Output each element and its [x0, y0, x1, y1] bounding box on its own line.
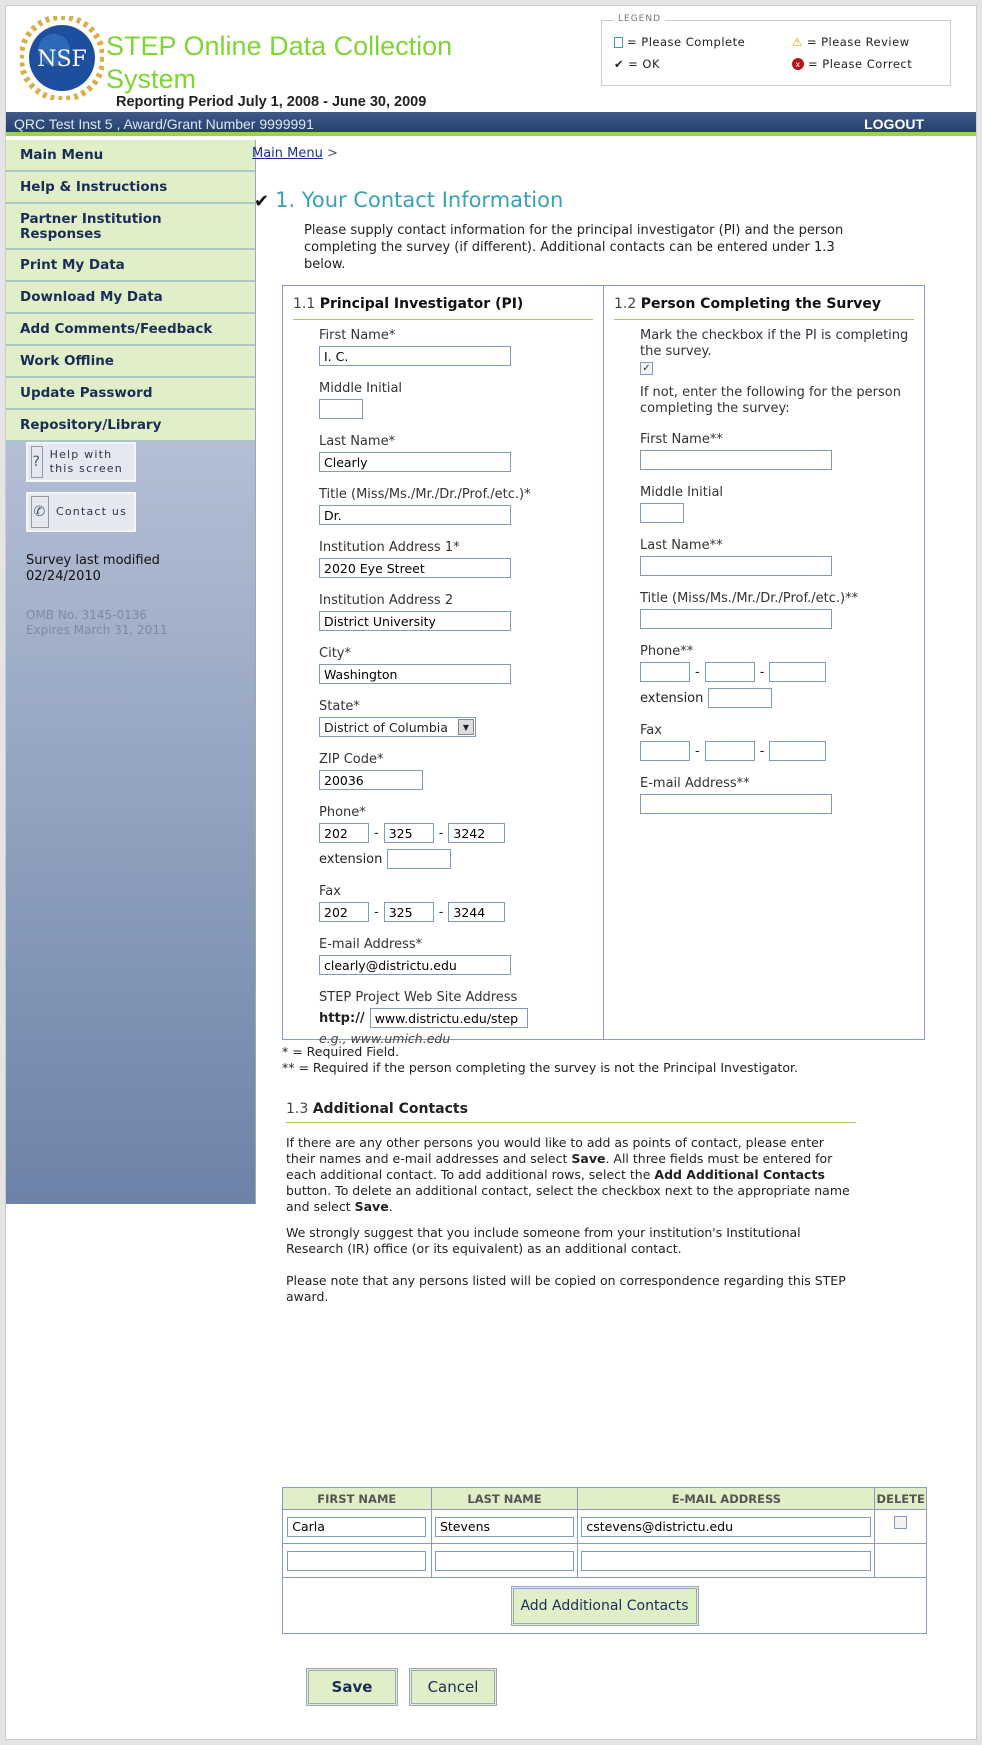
col-delete: DELETE [875, 1488, 927, 1510]
cancel-button[interactable]: Cancel [409, 1668, 497, 1706]
legend-review: = Please Review [806, 35, 910, 49]
modified-label: Survey last modified [26, 553, 160, 568]
pi-state-label: State* [319, 699, 360, 714]
person-first-label: First Name** [640, 432, 723, 447]
checkmark-icon: ✔ [614, 57, 625, 71]
required-note-2: ** = Required if the person completing the survey is not the Principal Investigator. [282, 1060, 799, 1075]
pi-city-label: City* [319, 646, 351, 661]
chevron-down-icon: ▼ [458, 719, 474, 735]
pi-first-name-input[interactable] [319, 346, 511, 366]
col-last-name: LAST NAME [431, 1488, 578, 1510]
sidebar [6, 140, 256, 1204]
pi-phone-line[interactable] [448, 823, 505, 843]
pi-title-label: Title (Miss/Ms./Mr./Dr./Prof./etc.)* [319, 487, 531, 502]
help-button-label: Help with this screen [49, 448, 123, 475]
modified-date: 02/24/2010 [26, 569, 101, 584]
person-extension-label: extension [640, 690, 704, 706]
contact-email-input[interactable] [581, 1517, 871, 1537]
omb-info [26, 608, 168, 638]
section-intro: Please supply contact information for the principal investigator (PI) and the person completing the survey (if different). Additional contacts can be entered under 1.3 below. [304, 223, 844, 272]
web-prefix: http:// [319, 1010, 365, 1026]
pi-middle-label: Middle Initial [319, 381, 403, 396]
pi-state-value: District of Columbia [324, 719, 448, 735]
save-button[interactable]: Save [306, 1668, 398, 1706]
sidebar-item-main-menu[interactable]: Main Menu [6, 140, 255, 172]
person-fax-line[interactable] [769, 741, 826, 761]
pi-phone-area[interactable] [319, 823, 369, 843]
web-example: e.g., www.umich.edu [319, 1031, 451, 1046]
pi-email-label: E-mail Address* [319, 937, 423, 952]
contact-button[interactable] [26, 492, 136, 532]
omb-number: OMB No. 3145-0136 [26, 608, 147, 622]
add-additional-contacts-button[interactable]: Add Additional Contacts [511, 1586, 699, 1626]
contact-email-input[interactable] [581, 1551, 871, 1571]
required-note: * = Required Field. [282, 1044, 400, 1059]
person-column: 1.2 Person Completing the Survey Mark the checkbox if the PI is completing the survey. ✓ If not, enter the following for the person completing the survey: First Name** Middle Initial Last Name** Title (Miss/Ms./Mr./Dr./Prof./etc.)** Phone** - - extension Fax - - E-mail Address** [604, 286, 924, 1039]
person-last-label: Last Name** [640, 538, 723, 553]
app-title: STEP Online Data Collection System [106, 31, 453, 94]
contact-last-input[interactable] [435, 1551, 574, 1571]
pi-fax-prefix[interactable] [384, 902, 434, 922]
nsf-logo [20, 16, 104, 100]
legend [601, 14, 951, 86]
ir-suggestion: We strongly suggest that you include someone from your institution's Institutional Research (IR) office (or its equivalent) as an additional contact. [286, 1225, 801, 1256]
svg-text:NSF: NSF [37, 47, 87, 72]
legend-ok: = OK [628, 57, 661, 71]
help-button[interactable] [26, 442, 136, 482]
section-title-text: 1. Your Contact Information [275, 188, 564, 212]
person-email-input[interactable] [640, 794, 832, 814]
person-phone-line[interactable] [769, 662, 826, 682]
person-extension-input[interactable] [708, 688, 772, 708]
pi-address1-input[interactable] [319, 558, 511, 578]
error-icon: x [792, 58, 804, 70]
contact-button-label: Contact us [56, 505, 127, 518]
pi-last-name-label: Last Name* [319, 434, 396, 449]
pi-extension-label: extension [319, 851, 383, 867]
person-heading: 1.2 Person Completing the Survey [614, 296, 914, 320]
last-modified [26, 553, 160, 585]
additional-heading: 1.3 Additional Contacts [286, 1101, 856, 1123]
person-middle-label: Middle Initial [640, 485, 724, 500]
pi-address1-label: Institution Address 1* [319, 540, 460, 555]
page-frame [5, 5, 977, 1740]
question-icon: ? [31, 446, 43, 478]
header [6, 6, 976, 112]
table-row [283, 1510, 927, 1544]
checkmark-icon: ✔ [254, 191, 270, 212]
person-fax-prefix[interactable] [705, 741, 755, 761]
pi-address2-label: Institution Address 2 [319, 593, 454, 608]
person-middle-input[interactable] [640, 503, 684, 523]
contact-first-input[interactable] [287, 1551, 426, 1571]
pi-fax-area[interactable] [319, 902, 369, 922]
person-phone-label: Phone** [640, 644, 694, 659]
sidebar-item-comments[interactable]: Add Comments/Feedback [6, 314, 255, 346]
sidebar-item-work-offline[interactable]: Work Offline [6, 346, 255, 378]
pi-email-input[interactable] [319, 955, 511, 975]
pi-title-input[interactable] [319, 505, 511, 525]
breadcrumb-separator: > [327, 146, 338, 161]
phone-icon: ✆ [31, 496, 49, 528]
pi-web-input[interactable] [370, 1008, 528, 1028]
pi-phone-label: Phone* [319, 805, 366, 820]
legend-complete: = Please Complete [627, 35, 746, 49]
contact-last-input[interactable] [435, 1517, 574, 1537]
pi-phone-prefix[interactable] [384, 823, 434, 843]
pi-zip-label: ZIP Code* [319, 752, 384, 767]
person-fax-label: Fax [640, 723, 662, 738]
institution-info: QRC Test Inst 5 , Award/Grant Number 9999991 [14, 116, 314, 132]
warning-icon: ⚠ [792, 35, 803, 49]
col-first-name: FIRST NAME [283, 1488, 432, 1510]
col-email: E-MAIL ADDRESS [578, 1488, 875, 1510]
table-row [283, 1544, 927, 1578]
sidebar-item-partner-responses[interactable]: Partner Institution Responses [6, 204, 255, 250]
sidebar-item-print[interactable]: Print My Data [6, 250, 255, 282]
breadcrumb-main-menu[interactable]: Main Menu [252, 146, 323, 161]
delete-checkbox[interactable] [894, 1516, 907, 1529]
legend-title: LEGEND [614, 14, 665, 24]
please-complete-icon [614, 37, 623, 48]
sidebar-item-help[interactable]: Help & Instructions [6, 172, 255, 204]
pi-last-name-input[interactable] [319, 452, 511, 472]
if-not-text: If not, enter the following for the person completing the survey: [640, 385, 901, 416]
pi-first-name-label: First Name* [319, 328, 396, 343]
sidebar-item-download[interactable]: Download My Data [6, 282, 255, 314]
pi-is-completing-checkbox[interactable]: ✓ [640, 362, 653, 375]
additional-instructions: If there are any other persons you would like to add as points of contact, please enter their names and e-mail addresses and select Save. All three fields must be entered for each additional contact. To add additional rows, select the Add Additional Contacts button. To delete an additional contact, select the checkbox next to the appropriate name and select Save. [286, 1135, 850, 1214]
pi-state-select[interactable] [319, 717, 476, 737]
person-phone-prefix[interactable] [705, 662, 755, 682]
legend-correct: = Please Correct [808, 57, 913, 71]
pi-is-completing-text: Mark the checkbox if the PI is completing the survey. [640, 328, 909, 359]
person-phone-area[interactable] [640, 662, 690, 682]
required-notes [282, 1044, 798, 1076]
pi-city-input[interactable] [319, 664, 511, 684]
person-last-input[interactable] [640, 556, 832, 576]
person-fax-area[interactable] [640, 741, 690, 761]
contact-first-input[interactable] [287, 1517, 426, 1537]
pi-web-label: STEP Project Web Site Address [319, 990, 518, 1005]
person-email-label: E-mail Address** [640, 776, 750, 791]
pi-heading: 1.1 Principal Investigator (PI) [293, 296, 593, 320]
sidebar-item-repository[interactable]: Repository/Library [6, 410, 255, 442]
person-title-input[interactable] [640, 609, 832, 629]
breadcrumb [252, 146, 338, 161]
additional-contacts-table [282, 1487, 927, 1634]
copy-note: Please note that any persons listed will be copied on correspondence regarding this STEP award. [286, 1273, 846, 1304]
sidebar-item-update-password[interactable]: Update Password [6, 378, 255, 410]
contact-form [282, 285, 925, 1046]
pi-zip-input[interactable] [319, 770, 423, 790]
pi-fax-line[interactable] [448, 902, 505, 922]
pi-extension-input[interactable] [387, 849, 451, 869]
top-bar [6, 112, 976, 136]
logout-link[interactable]: LOGOUT [864, 116, 924, 132]
pi-column: 1.1 Principal Investigator (PI) First Name* I. C. Middle Initial Last Name* Clearly Title (Miss/Ms./Mr./Dr./Prof./etc.)* Dr. Institution Address 1* 2020 Eye Street Institution Address 2 District University City* Washington State* District of Columbia ▼ ZIP Code* 20036 Phone* 202 - 325 - 3242 extension Fax 202 - 325 - 3244 E-mail Address* clearly@districtu.edu STEP Project Web Site Address http:// www.districtu.edu/step e.g., www.umich.edu [283, 286, 604, 1039]
pi-fax-label: Fax [319, 884, 341, 899]
person-title-label: Title (Miss/Ms./Mr./Dr./Prof./etc.)** [640, 591, 859, 606]
omb-expires: Expires March 31, 2011 [26, 623, 168, 637]
pi-middle-input[interactable] [319, 399, 363, 419]
person-first-input[interactable] [640, 450, 832, 470]
reporting-period: Reporting Period July 1, 2008 - June 30, 2009 [116, 94, 427, 110]
pi-address2-input[interactable] [319, 611, 511, 631]
section-title [254, 188, 563, 212]
